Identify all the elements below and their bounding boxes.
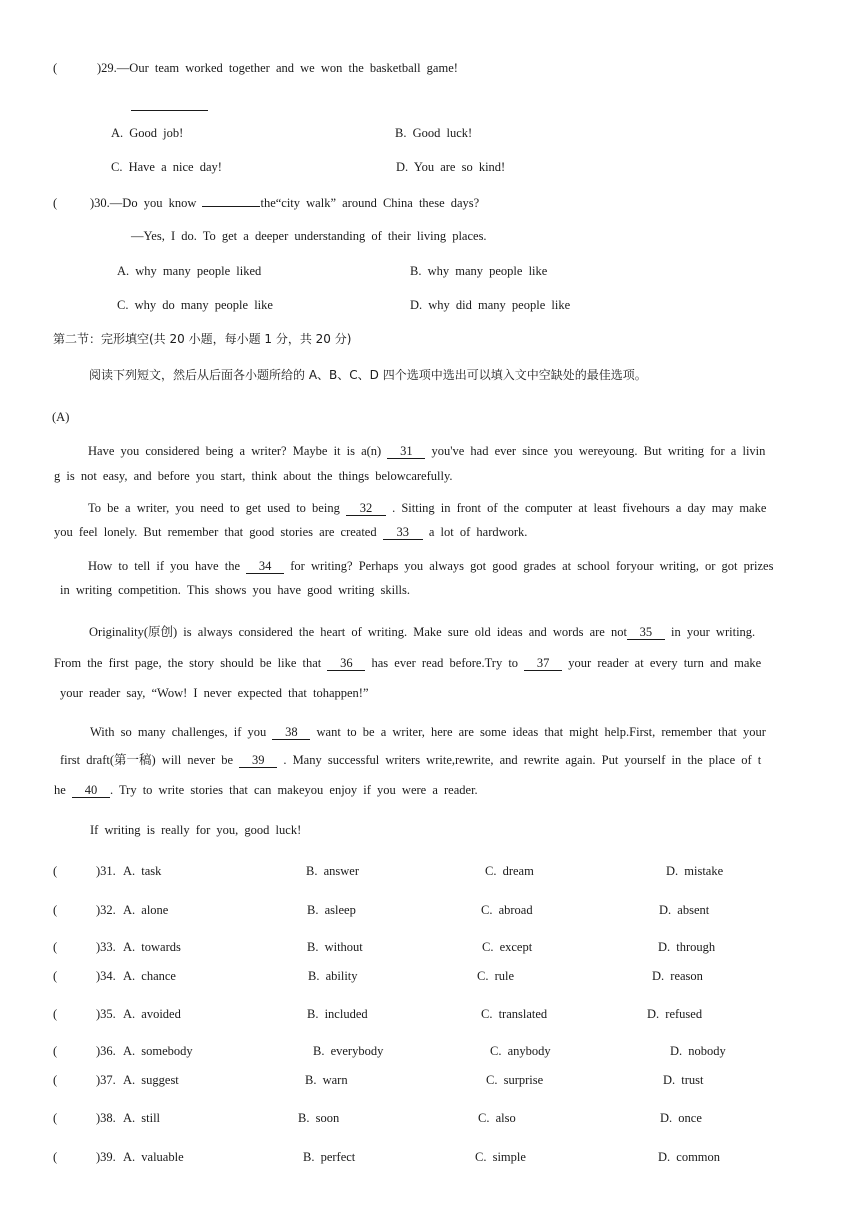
text: a lot of hardwork. <box>428 525 528 539</box>
section-title: 第二节：完形填空(共 20 小题，每小题 1 分，共 20 分) <box>53 332 352 346</box>
text: he <box>54 783 66 797</box>
text: . Sitting in front of the computer at least fivehours a day may make <box>392 501 767 515</box>
question-number: )34. <box>96 969 116 983</box>
passage-p1-line1 <box>88 444 765 459</box>
answer-paren: ( <box>53 903 58 917</box>
text: in your writing. <box>671 625 756 639</box>
text: first draft(第一稿) will never be <box>60 753 234 767</box>
question-37 <box>53 1073 179 1088</box>
q35-option-c: C. translated <box>481 1007 548 1021</box>
blank-31: 31 <box>387 445 425 459</box>
passage-p2-line2 <box>54 525 527 540</box>
q35-option-d: D. refused <box>647 1007 703 1021</box>
q30-reply: —Yes, I do. To get a deeper understanding of their living places. <box>131 229 487 243</box>
passage-p1-line2: g is not easy, and before you start, think about the things belowcarefully. <box>54 469 453 483</box>
passage-p4-line1 <box>89 622 755 640</box>
text: . Many successful writers write,rewrite, and rewrite again. Put yourself in the place of t <box>283 753 762 767</box>
q29-option-d: D. You are so kind! <box>396 160 506 174</box>
q34-option-d: D. reason <box>652 969 703 983</box>
question-34 <box>53 969 176 984</box>
answer-paren: ( <box>53 196 58 210</box>
option-a: A. chance <box>123 969 176 983</box>
q33-option-d: D. through <box>658 940 716 954</box>
blank-32: 32 <box>346 502 386 516</box>
answer-paren: ( <box>53 864 58 878</box>
passage-p5-line3 <box>54 783 478 798</box>
passage-p4-line3: your reader say, “Wow! I never expected that tohappen!” <box>60 686 369 700</box>
question-38 <box>53 1111 160 1126</box>
answer-paren: ( <box>53 969 58 983</box>
text: With so many challenges, if you <box>90 725 267 739</box>
q39-option-d: D. common <box>658 1150 721 1164</box>
text: Originality(原创) is always considered the heart of writing. Make sure old ideas and words are not <box>89 625 627 639</box>
passage-label: (A) <box>52 410 70 424</box>
question-number: )33. <box>96 940 116 954</box>
question-number: )39. <box>96 1150 116 1164</box>
question-33 <box>53 940 181 955</box>
text: To be a writer, you need to get used to being <box>88 501 340 515</box>
q39-option-b: B. perfect <box>303 1150 356 1164</box>
q31-option-d: D. mistake <box>666 864 724 878</box>
option-a: A. towards <box>123 940 181 954</box>
q38-option-b: B. soon <box>298 1111 340 1125</box>
answer-paren: ( <box>53 1044 58 1058</box>
text: has ever read before.Try to <box>371 656 519 670</box>
question-32 <box>53 903 168 918</box>
q32-option-c: C. abroad <box>481 903 533 917</box>
passage-p5-line1 <box>90 725 766 740</box>
answer-paren: ( <box>53 1007 58 1021</box>
q37-option-b: B. warn <box>305 1073 348 1087</box>
question-number: )31. <box>96 864 116 878</box>
option-a: A. alone <box>123 903 169 917</box>
blank-35: 35 <box>627 626 665 640</box>
q39-option-c: C. simple <box>475 1150 526 1164</box>
passage-p3-line1 <box>88 559 773 574</box>
q29-answer-line <box>131 110 208 111</box>
answer-paren: ( <box>53 1111 58 1125</box>
passage-p6: If writing is really for you, good luck! <box>90 823 302 837</box>
q32-option-d: D. absent <box>659 903 710 917</box>
q29-option-c: C. Have a nice day! <box>111 160 222 174</box>
q36-option-c: C. anybody <box>490 1044 551 1058</box>
blank-36: 36 <box>327 657 365 671</box>
q30-option-b: B. why many people like <box>410 264 548 278</box>
blank-38: 38 <box>272 726 310 740</box>
option-a: A. suggest <box>123 1073 179 1087</box>
q38-option-d: D. once <box>660 1111 702 1125</box>
q33-option-c: C. except <box>482 940 533 954</box>
option-a: A. task <box>123 864 162 878</box>
q31-option-c: C. dream <box>485 864 534 878</box>
q31-option-b: B. answer <box>306 864 359 878</box>
text: for writing? Perhaps you always got good grades at school foryour writing, or got prizes <box>290 559 774 573</box>
q29-stem: )29.—Our team worked together and we won the basketball game! <box>97 61 458 75</box>
q30-blank <box>202 206 260 207</box>
q30-option-c: C. why do many people like <box>117 298 273 312</box>
q36-option-d: D. nobody <box>670 1044 726 1058</box>
answer-paren: ( <box>53 61 58 75</box>
q36-option-b: B. everybody <box>313 1044 384 1058</box>
text: your reader at every turn and make <box>568 656 762 670</box>
q38-option-c: C. also <box>478 1111 516 1125</box>
q29-option-a: A. Good job! <box>111 126 184 140</box>
q30-option-d: D. why did many people like <box>410 298 571 312</box>
text: Have you considered being a writer? Maybe it is a(n) <box>88 444 382 458</box>
text: . Try to write stories that can makeyou enjoy if you were a reader. <box>109 783 478 797</box>
text: you feel lonely. But remember that good stories are created <box>54 525 377 539</box>
q29-option-b: B. Good luck! <box>395 126 473 140</box>
text: How to tell if you have the <box>88 559 240 573</box>
text: want to be a writer, here are some ideas that might help.First, remember that your <box>316 725 766 739</box>
q35-option-b: B. included <box>307 1007 368 1021</box>
q37-option-d: D. trust <box>663 1073 704 1087</box>
passage-p3-line2: in writing competition. This shows you have good writing skills. <box>60 583 411 597</box>
answer-paren: ( <box>53 1073 58 1087</box>
answer-paren: ( <box>53 940 58 954</box>
q32-option-b: B. asleep <box>307 903 356 917</box>
passage-p2-line1 <box>88 501 766 516</box>
text: you've had ever since you wereyoung. But writing for a livin <box>431 444 766 458</box>
passage-p5-line2 <box>60 750 761 768</box>
option-a: A. valuable <box>123 1150 184 1164</box>
question-36 <box>53 1044 193 1059</box>
q34-option-b: B. ability <box>308 969 358 983</box>
option-a: A. still <box>123 1111 161 1125</box>
q30-option-a: A. why many people liked <box>117 264 262 278</box>
question-number: )38. <box>96 1111 116 1125</box>
blank-34: 34 <box>246 560 284 574</box>
answer-paren: ( <box>53 1150 58 1164</box>
blank-37: 37 <box>524 657 562 671</box>
question-35 <box>53 1007 181 1022</box>
q33-option-b: B. without <box>307 940 363 954</box>
question-number: )35. <box>96 1007 116 1021</box>
q37-option-c: C. surprise <box>486 1073 544 1087</box>
blank-39: 39 <box>239 754 277 768</box>
question-31 <box>53 864 161 879</box>
question-39 <box>53 1150 184 1165</box>
section-instruction: 阅读下列短文，然后从后面各小题所给的 A、B、C、D 四个选项中选出可以填入文中空缺处的最佳选项。 <box>89 368 647 382</box>
blank-33: 33 <box>383 526 423 540</box>
question-number: )37. <box>96 1073 116 1087</box>
q34-option-c: C. rule <box>477 969 515 983</box>
question-30 <box>53 196 479 211</box>
question-29 <box>53 61 458 76</box>
text: From the first page, the story should be like that <box>54 656 322 670</box>
option-a: A. somebody <box>123 1044 193 1058</box>
question-number: )36. <box>96 1044 116 1058</box>
q30-stem-post: the“city walk” around China these days? <box>260 196 480 210</box>
blank-40: 40 <box>72 784 110 798</box>
passage-p4-line2 <box>54 656 761 671</box>
question-number: )32. <box>96 903 116 917</box>
q30-stem-pre: )30.—Do you know <box>90 196 197 210</box>
option-a: A. avoided <box>123 1007 181 1021</box>
